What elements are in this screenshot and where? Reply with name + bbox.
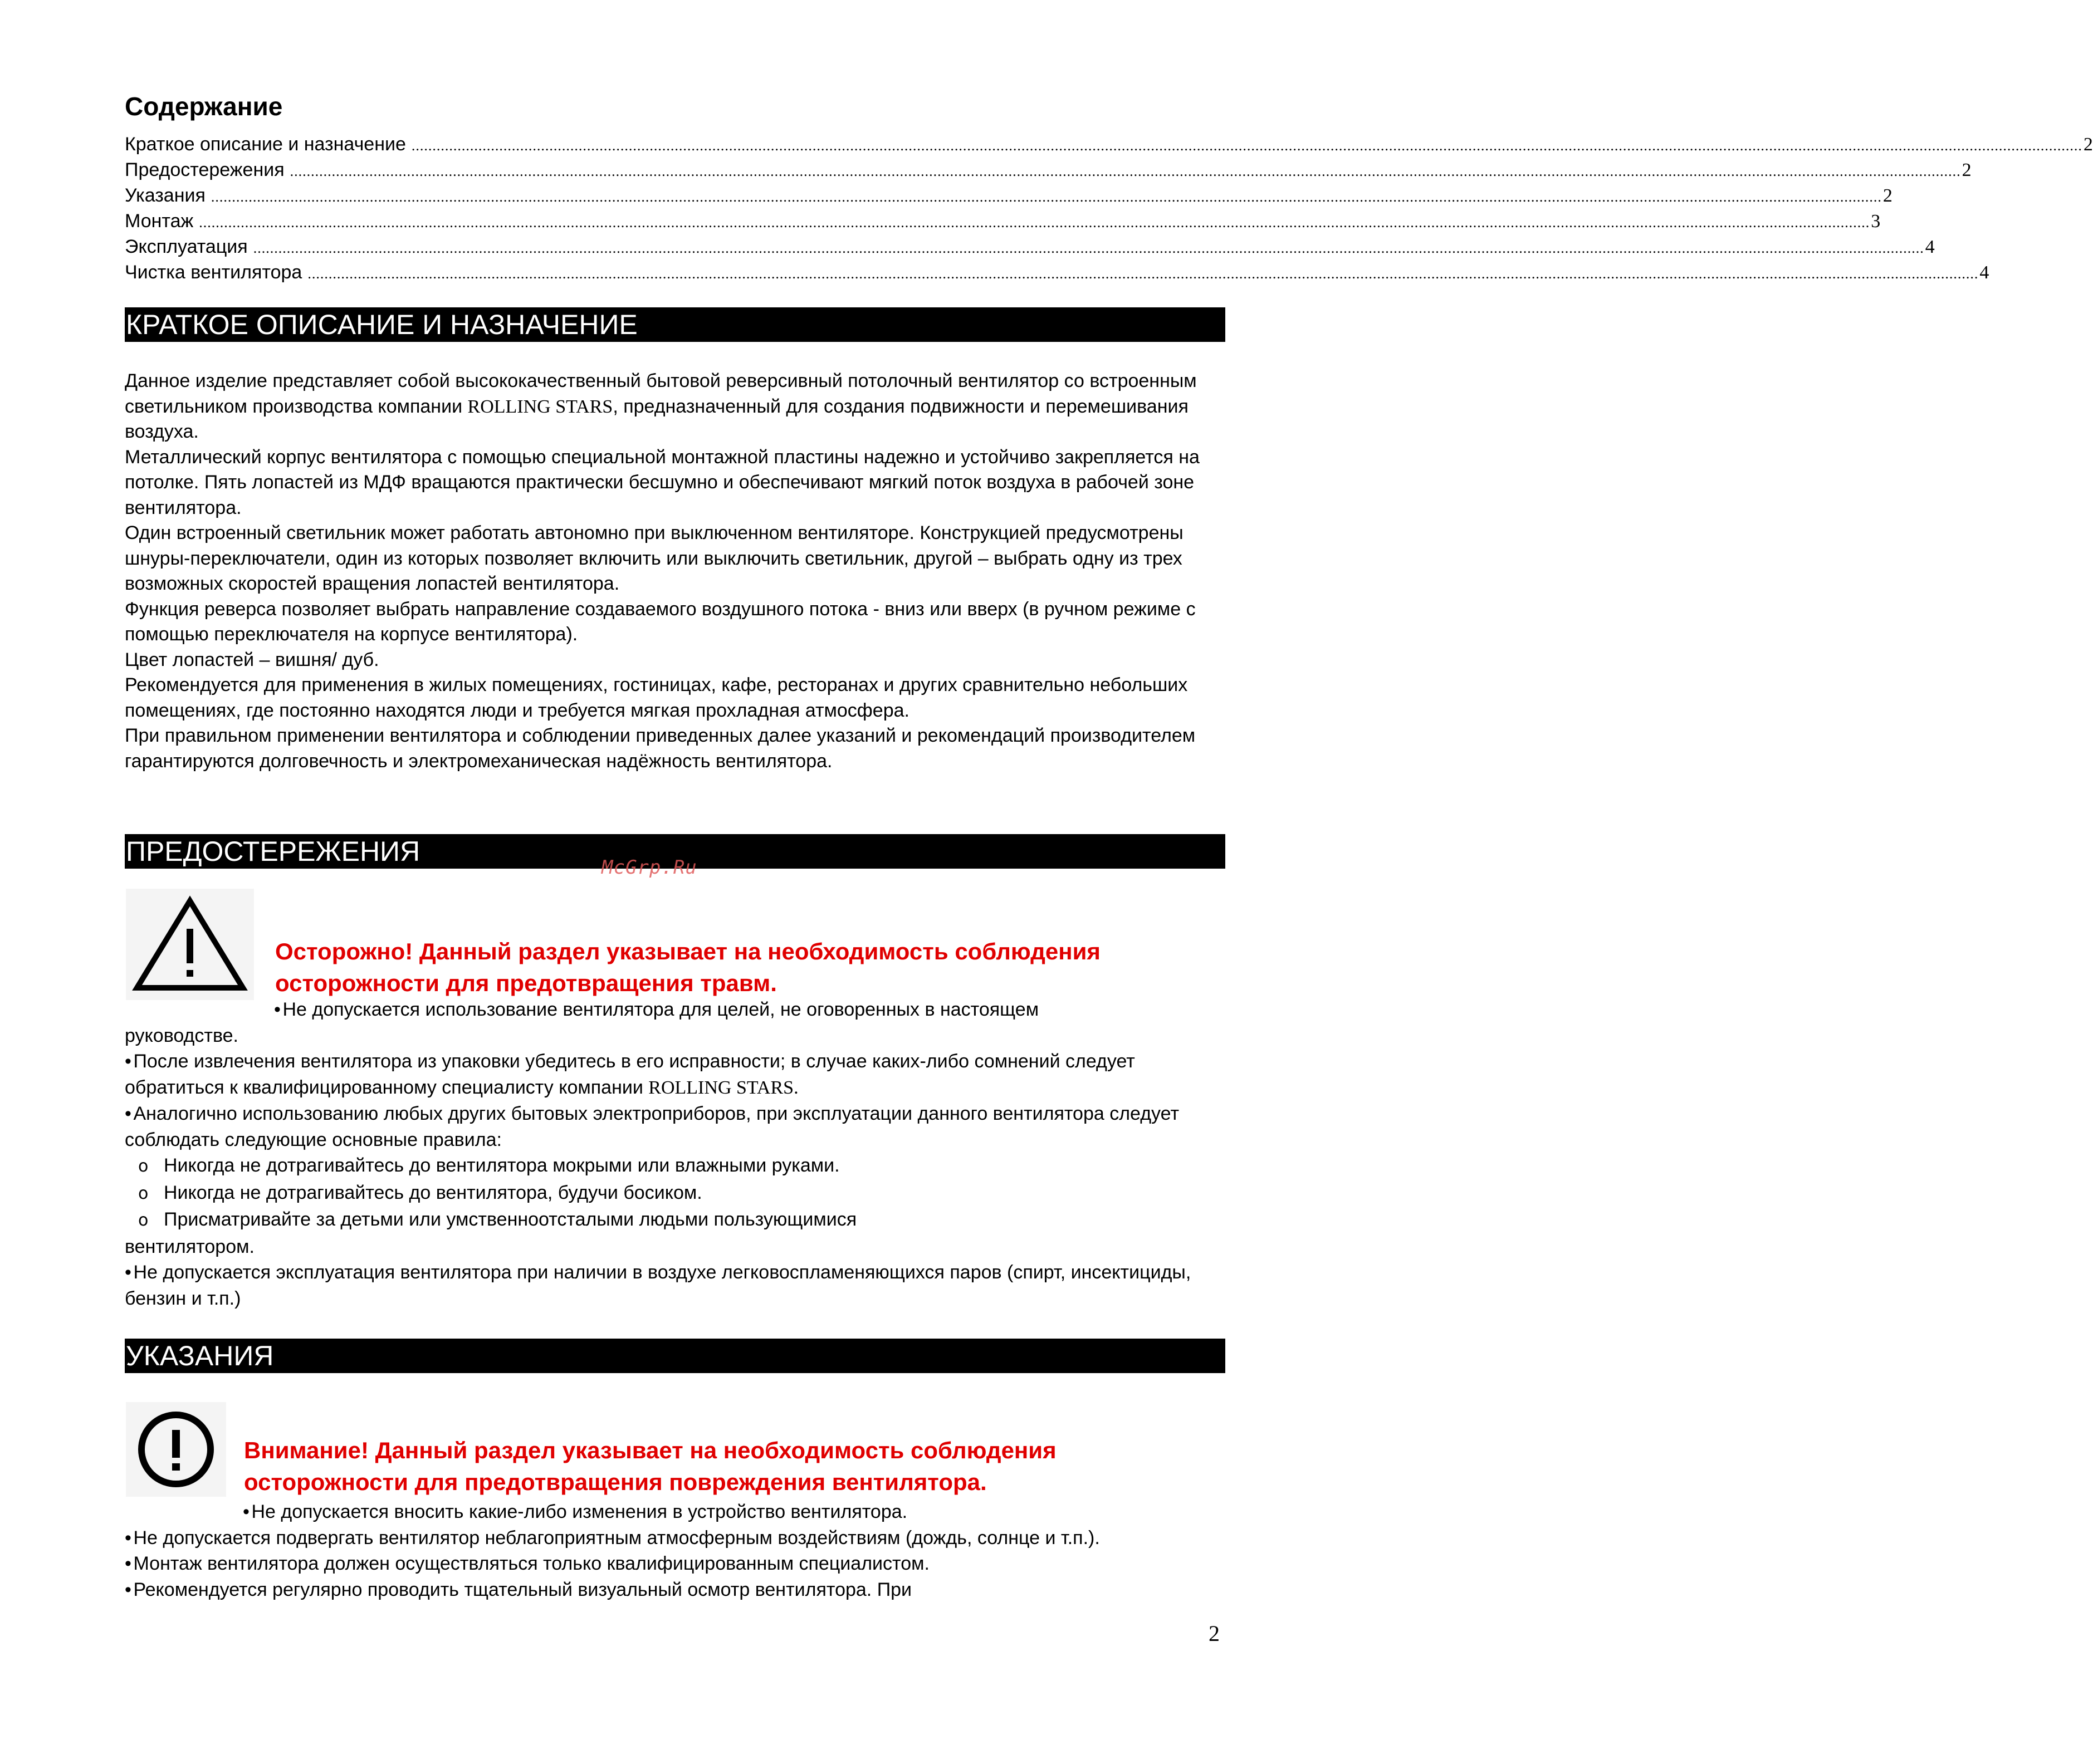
section-heading-description: КРАТКОЕ ОПИСАНИЕ И НАЗНАЧЕНИЕ xyxy=(125,307,1225,342)
list-item-continuation: вентилятором. xyxy=(125,1236,255,1257)
toc-entry-label: Указания xyxy=(125,185,206,206)
toc-leader-dots: ................................................................................................................................................................................................................................................................................................................................................................................................................ xyxy=(199,214,1870,231)
toc-leader-dots: ................................................................................................................................................................................................................................................................................................................................................................................................................ xyxy=(253,240,1924,256)
toc-entry-label: Предостережения xyxy=(125,159,285,180)
toc-entry-page: 4 xyxy=(1925,237,1935,257)
toc-leader-dots: ................................................................................................................................................................................................................................................................................................................................................................................................................ xyxy=(290,163,1961,179)
sub-list-item: o Присматривайте за детьми или умственноотсталыми людьми пользующимися xyxy=(138,1209,857,1230)
toc-entry-label: Эксплуатация xyxy=(125,236,248,257)
list-item: • Не допускается эксплуатация вентилятора при наличии в воздухе легковоспламеняющихся паров (спирт, инсектициды, бензин и т.п.) xyxy=(125,1262,1191,1309)
table-of-contents xyxy=(125,131,2093,285)
toc-entry-page: 2 xyxy=(1882,185,1892,206)
toc-entry xyxy=(125,208,1881,234)
description-paragraph: Цвет лопастей – вишня/ дуб. xyxy=(125,649,379,670)
list-item: • Не допускается подвергать вентилятор неблагоприятным атмосферным воздействиям (дождь, солнце и т.п.). xyxy=(125,1527,1100,1549)
toc-entry xyxy=(125,157,1972,183)
list-item: • После извлечения вентилятора из упаковки убедитесь в его исправности; в случае каких-либо сомнений следует обратиться к квалифицированному специалисту компании ROLLING STARS. xyxy=(125,1051,1135,1098)
description-paragraph: При правильном применении вентилятора и соблюдении приведенных далее указаний и рекомендаций производителем гарантируются долговечность и электромеханическая надёжность вентилятора. xyxy=(125,725,1196,772)
description-paragraph: Функция реверса позволяет выбрать направление создаваемого воздушного потока - вниз или вверх (в ручном режиме с помощью переключателя на корпусе вентилятора). xyxy=(125,598,1196,645)
toc-leader-dots: ................................................................................................................................................................................................................................................................................................................................................................................................................ xyxy=(411,138,2082,154)
list-item: • Монтаж вентилятора должен осуществляться только квалифицированным специалистом. xyxy=(125,1553,930,1574)
instructions-list xyxy=(125,1499,1228,1603)
list-item-continuation: руководстве. xyxy=(125,1025,238,1046)
list-item: • Аналогично использованию любых других бытовых электроприборов, при эксплуатации данного вентилятора следует соблюдать следующие основные правила: xyxy=(125,1103,1180,1150)
description-paragraph: Один встроенный светильник может работать автономно при выключенном вентиляторе. Конструкцией предусмотрены шнуры-переключатели, один из которых позволяет включить или выключить светильник, другой – выбрать одну из трех возможных скоростей вращения лопастей вентилятора. xyxy=(125,522,1184,594)
toc-entry xyxy=(125,131,2093,157)
brand-name: ROLLING STARS. xyxy=(648,1077,799,1098)
toc-entry-label: Краткое описание и назначение xyxy=(125,134,406,155)
brand-name: ROLLING STARS xyxy=(467,396,613,417)
instructions-alert: Внимание! Данный раздел указывает на необходимость соблюдения осторожности для предотвращения повреждения вентилятора. xyxy=(244,1437,1057,1495)
toc-title: Содержание xyxy=(125,92,283,121)
toc-entry-page: 2 xyxy=(1962,160,1972,180)
warnings-list xyxy=(125,997,1228,1311)
toc-entry-page: 4 xyxy=(1979,262,1989,283)
toc-entry-page: 3 xyxy=(1871,211,1881,232)
toc-leader-dots: ................................................................................................................................................................................................................................................................................................................................................................................................................ xyxy=(307,266,1979,282)
description-paragraph: Данное изделие представляет собой высококачественный бытовой реверсивный потолочный вентилятор со встроенным светильником производства компании ROLLING STARS, предназначенный для создания подвижности и перемешивания воздуха. xyxy=(125,370,1197,442)
sub-list-item: o Никогда не дотрагивайтесь до вентилятора, будучи босиком. xyxy=(138,1182,702,1203)
sub-list-item: o Никогда не дотрагивайтесь до вентилятора мокрыми или влажными руками. xyxy=(138,1155,840,1176)
list-item: • Рекомендуется регулярно проводить тщательный визуальный осмотр вентилятора. При xyxy=(125,1579,912,1600)
description-body xyxy=(125,369,1228,774)
warnings-alert: Осторожно! Данный раздел указывает на необходимость соблюдения осторожности для предотвращения травм. xyxy=(275,938,1101,996)
toc-entry xyxy=(125,234,1935,259)
toc-entry xyxy=(125,259,1989,285)
toc-entry-page: 2 xyxy=(2083,134,2093,155)
toc-entry xyxy=(125,183,1892,208)
list-item: • Не допускается использование вентилятора для целей, не оговоренных в настоящем xyxy=(274,999,1039,1020)
description-paragraph: Рекомендуется для применения в жилых помещениях, гостиницах, кафе, ресторанах и других сравнительно небольших помещениях, где постоянно находятся люди и требуется мягкая прохладная атмосфера. xyxy=(125,674,1188,721)
page-number: 2 xyxy=(1209,1621,1220,1646)
toc-entry-label: Монтаж xyxy=(125,210,194,232)
watermark: McGrp.Ru xyxy=(602,856,697,879)
attention-circle-icon xyxy=(126,1402,226,1497)
warning-triangle-icon xyxy=(126,889,254,1000)
description-paragraph: Металлический корпус вентилятора с помощью специальной монтажной пластины надежно и устойчиво закрепляется на потолке. Пять лопастей из МДФ вращаются практически бесшумно и обеспечивают мягкий поток воздуха в рабочей зоне вентилятора. xyxy=(125,446,1200,518)
section-heading-instructions: УКАЗАНИЯ xyxy=(125,1339,1225,1373)
toc-leader-dots: ................................................................................................................................................................................................................................................................................................................................................................................................................ xyxy=(211,189,1882,205)
toc-entry-label: Чистка вентилятора xyxy=(125,262,302,283)
section-heading-warnings: ПРЕДОСТЕРЕЖЕНИЯ xyxy=(125,834,1225,869)
list-item: • Не допускается вносить какие-либо изменения в устройство вентилятора. xyxy=(243,1501,908,1522)
